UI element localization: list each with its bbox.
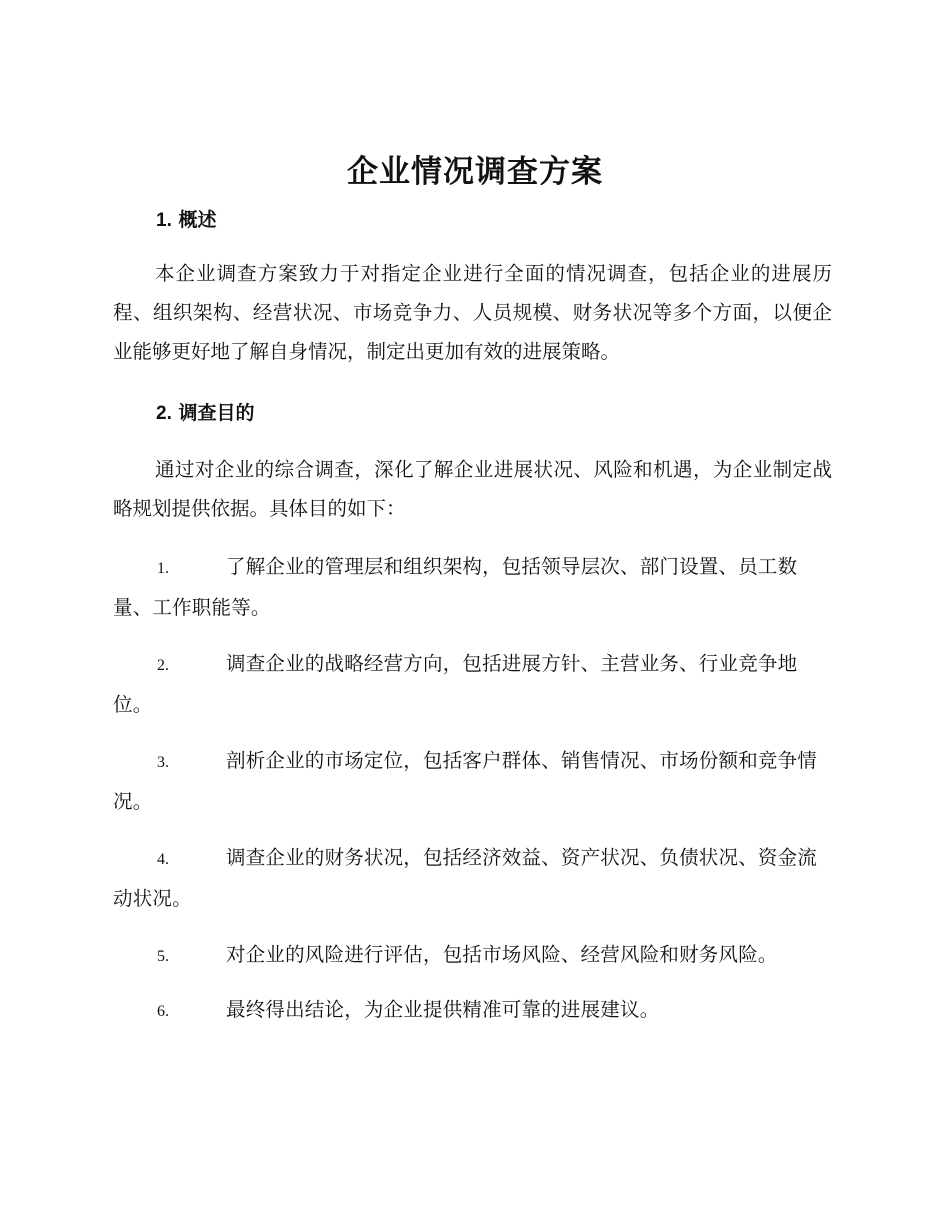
- list-number: 6.: [157, 1003, 169, 1020]
- document-title: 企业情况调查方案: [347, 154, 603, 190]
- list-item: [113, 644, 832, 724]
- list-item: [113, 990, 832, 1031]
- section-title: 概述: [178, 209, 217, 231]
- list-text: 最终得出结论，为企业提供精准可靠的进展建议。: [226, 998, 660, 1021]
- section-title: 调查目的: [178, 402, 255, 424]
- section-heading-purpose: [156, 399, 255, 428]
- list-item: [113, 935, 832, 976]
- list-text: 调查企业的财务状况，包括经济效益、资产状况、负债状况、资金流动状况。: [113, 846, 818, 910]
- list-number: 3.: [157, 754, 169, 771]
- purpose-paragraph: 通过对企业的综合调查，深化了解企业进展状况、风险和机遇，为企业制定战略规划提供依据。具体目的如下：: [113, 458, 832, 520]
- list-text: 对企业的风险进行评估，包括市场风险、经营风险和财务风险。: [226, 943, 778, 966]
- list-number: 2.: [157, 657, 169, 674]
- section-number: 2.: [156, 403, 172, 424]
- list-number: 1.: [157, 560, 169, 577]
- list-text: 了解企业的管理层和组织架构，包括领导层次、部门设置、员工数量、工作职能等。: [113, 555, 798, 619]
- list-text: 调查企业的战略经营方向，包括进展方针、主营业务、行业竞争地位。: [113, 652, 798, 716]
- list-number: 4.: [157, 851, 169, 868]
- list-item: [113, 547, 832, 627]
- section-heading-overview: [156, 206, 217, 235]
- overview-paragraph: 本企业调查方案致力于对指定企业进行全面的情况调查，包括企业的进展历程、组织架构、经营状况、市场竞争力、人员规模、财务状况等多个方面，以便企业能够更好地了解自身情况，制定出更加有效的进展策略。: [113, 262, 832, 363]
- list-text: 剖析企业的市场定位，包括客户群体、销售情况、市场份额和竞争情况。: [113, 749, 818, 813]
- list-number: 5.: [157, 948, 169, 965]
- list-item: [113, 838, 832, 918]
- list-item: [113, 741, 832, 821]
- section-number: 1.: [156, 210, 172, 231]
